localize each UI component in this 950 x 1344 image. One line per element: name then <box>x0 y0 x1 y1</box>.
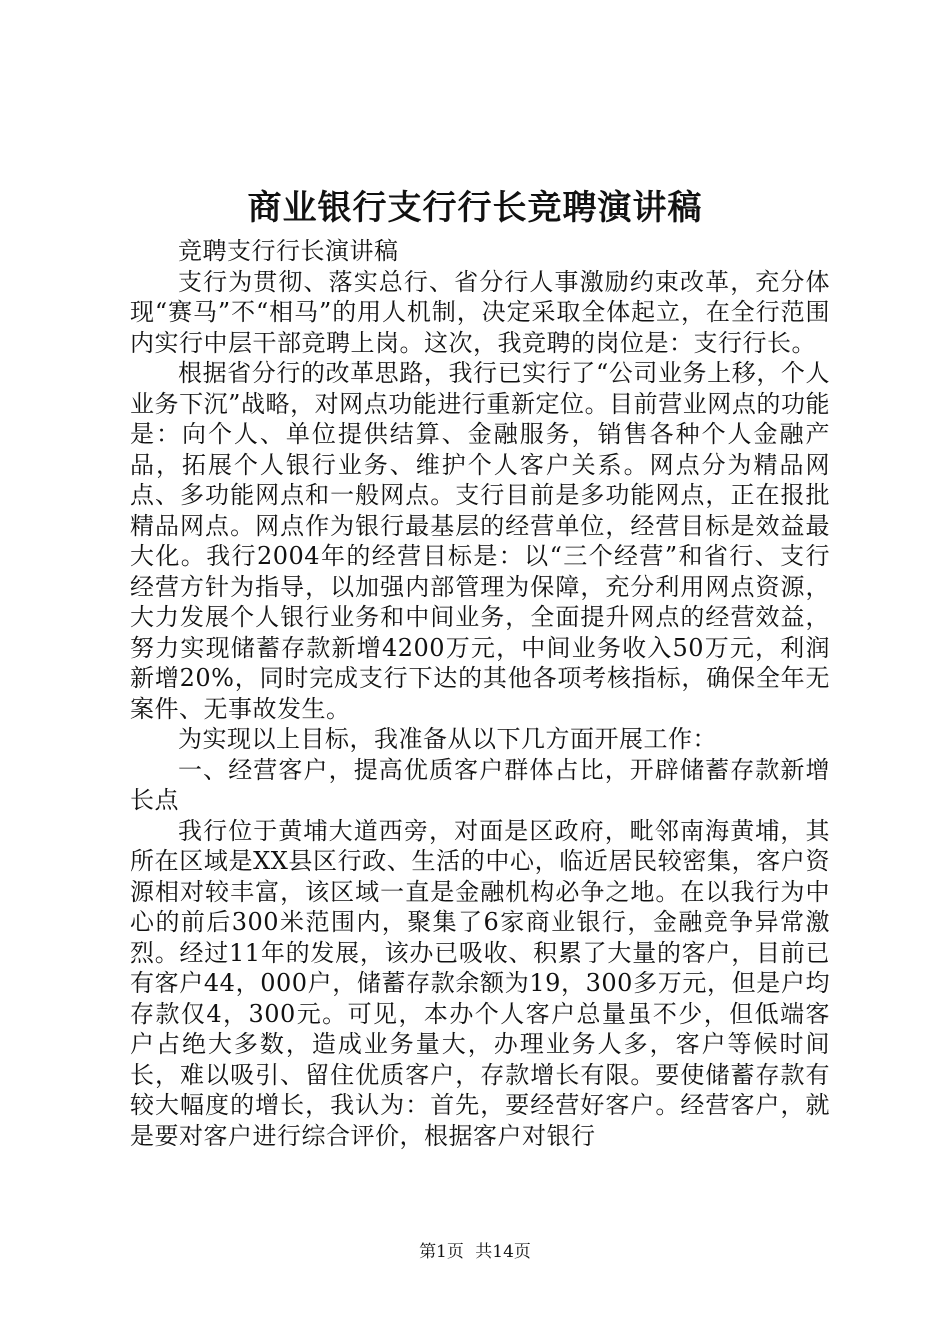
paragraph: 我行位于黄埔大道西旁，对面是区政府，毗邻南海黄埔，其所在区域是XX县区行政、生活的中心，临近居民较密集，客户资源相对较丰富，该区域一直是金融机构必争之地。在以我行为中心的前后300米范围内，聚集了6家商业银行，金融竞争异常激烈。经过11年的发展，该办已吸收、积累了大量的客户，目前已有客户44，000户，储蓄存款余额为19，300多万元，但是户均存款仅4，300元。可见，本办个人客户总量虽不少，但低端客户占绝大多数，造成业务量大，办理业务人多，客户等候时间长，难以吸引、留住优质客户，存款增长有限。要使储蓄存款有较大幅度的增长，我认为：首先，要经营好客户。经营客户，就是要对客户进行综合评价，根据客户对银行 <box>130 816 830 1150</box>
paragraph: 支行为贯彻、落实总行、省分行人事激励约束改革，充分体现“赛马”不“相马”的用人机制，决定采取全体起立，在全行范围内实行中层干部竞聘上岗。这次，我竞聘的岗位是：支行行长。 <box>130 267 830 357</box>
document-title: 商业银行支行行长竞聘演讲稿 <box>247 188 703 228</box>
paragraph: 竞聘支行行长演讲稿 <box>178 237 399 265</box>
paragraph: 为实现以上目标，我准备从以下几方面开展工作： <box>178 725 717 753</box>
document-body <box>130 236 830 1151</box>
page-number: 第1页 <box>419 1242 464 1262</box>
section-heading: 一、经营客户，提高优质客户群体占比，开辟储蓄存款新增长点 <box>130 755 830 814</box>
page-total: 共14页 <box>475 1242 531 1262</box>
page-footer <box>0 1240 950 1264</box>
paragraph: 根据省分行的改革思路，我行已实行了“公司业务上移，个人业务下沉”战略，对网点功能进行重新定位。目前营业网点的功能是：向个人、单位提供结算、金融服务，销售各种个人金融产品，拓展个人银行业务、维护个人客户关系。网点分为精品网点、多功能网点和一般网点。支行目前是多功能网点，正在报批精品网点。网点作为银行最基层的经营单位，经营目标是效益最大化。我行2004年的经营目标是：以“三个经营”和省行、支行经营方针为指导，以加强内部管理为保障，充分利用网点资源，大力发展个人银行业务和中间业务，全面提升网点的经营效益，努力实现储蓄存款新增4200万元，中间业务收入50万元，利润新增20%，同时完成支行下达的其他各项考核指标，确保全年无案件、无事故发生。 <box>130 359 830 723</box>
